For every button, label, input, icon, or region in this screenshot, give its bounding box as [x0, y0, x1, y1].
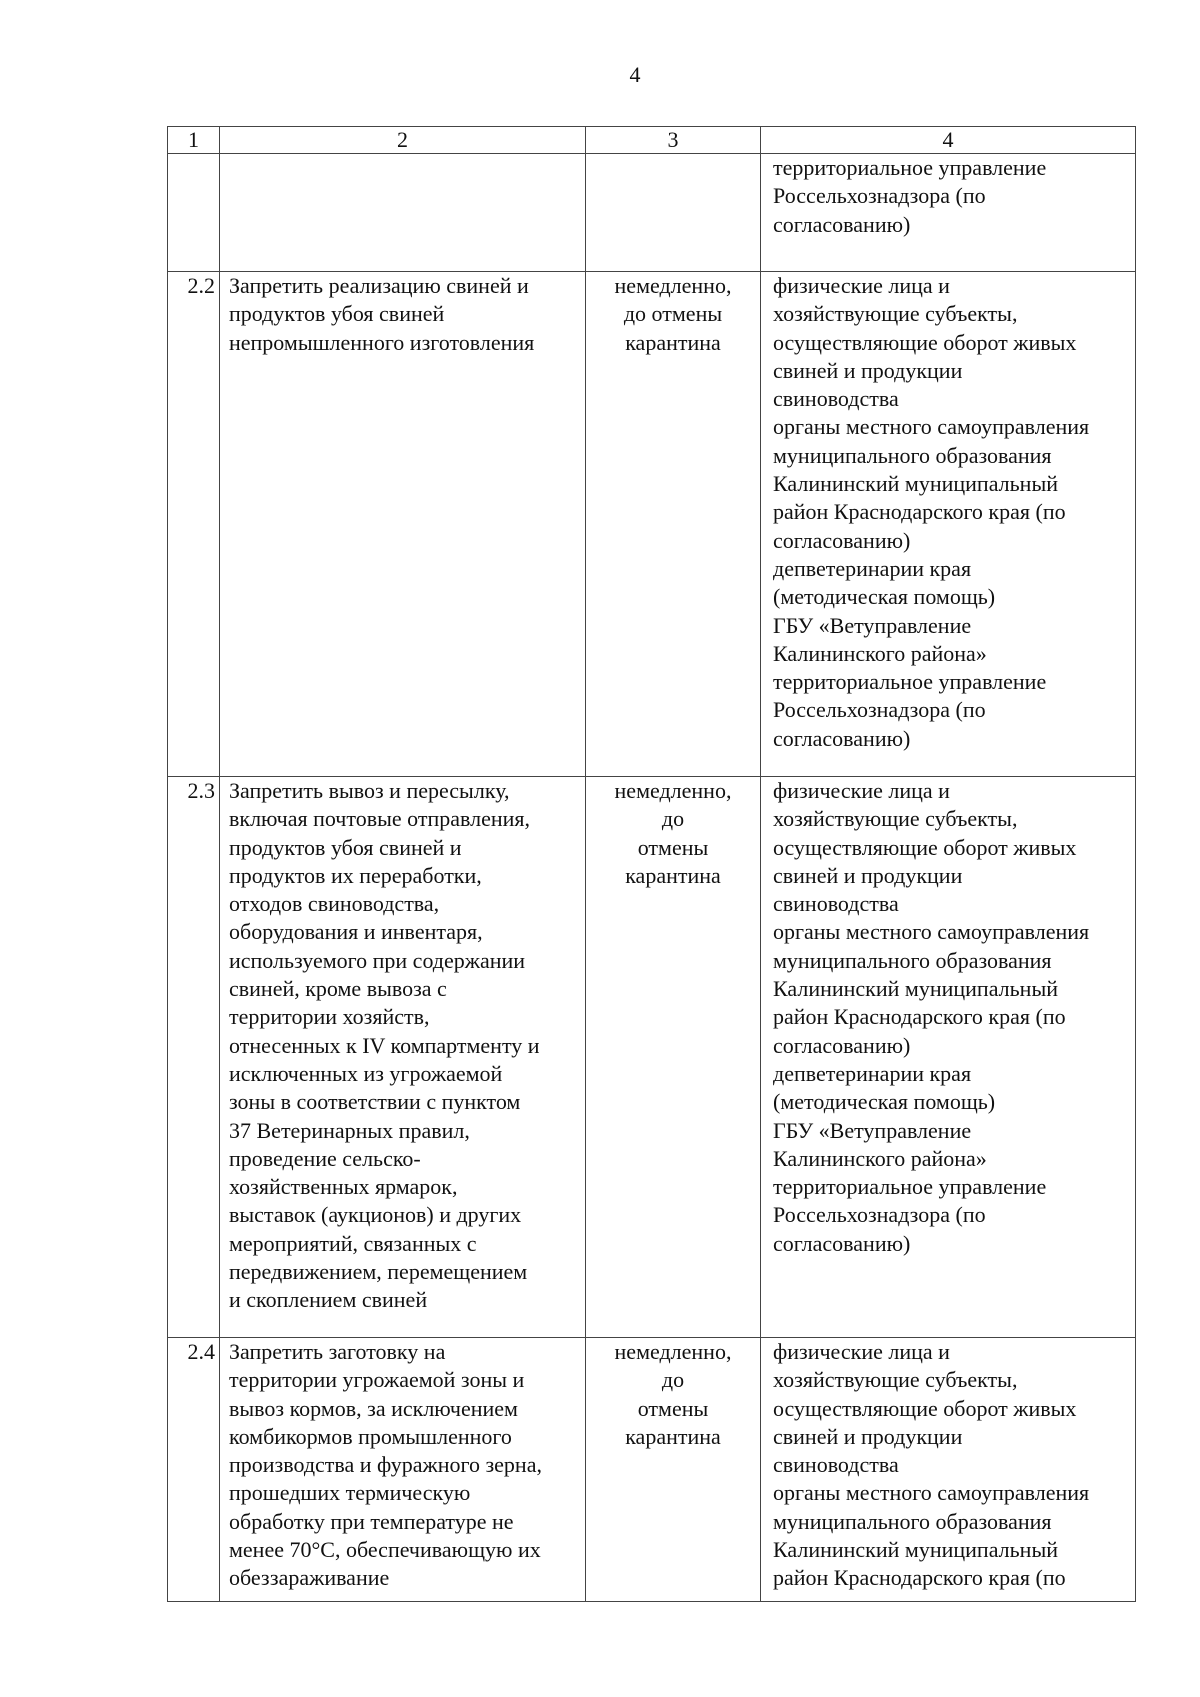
deadline-text: немедленно, до отмены карантина — [614, 1339, 732, 1449]
deadline-cell — [586, 154, 761, 272]
row-number — [168, 154, 220, 272]
responsible-cell — [761, 154, 1136, 272]
table-row — [168, 272, 1136, 777]
row-number: 2.2 — [168, 272, 220, 777]
responsible-text: территориальное управление Россельхознадзора (по согласованию) — [773, 155, 1047, 237]
header-col-1: 1 — [168, 127, 220, 154]
measure-text: Запретить реализацию свиней и продуктов убоя свиней непромышленного изготовления — [229, 273, 535, 355]
header-col-2: 2 — [220, 127, 586, 154]
row-number: 2.3 — [168, 777, 220, 1338]
table-header-row — [168, 127, 1136, 154]
measure-cell — [220, 1338, 586, 1602]
responsible-text: физические лица и хозяйствующие субъекты, осуществляющие оборот живых свиней и продукции свиноводства органы местного самоуправления муниципального образования Калининский муниципальный район Краснодарского края (по — [773, 1339, 1090, 1591]
header-col-4: 4 — [761, 127, 1136, 154]
deadline-text: немедленно, до отмены карантина — [614, 273, 732, 355]
page-number: 4 — [629, 62, 641, 87]
table-row — [168, 1338, 1136, 1602]
responsible-cell — [761, 1338, 1136, 1602]
responsible-cell — [761, 272, 1136, 777]
deadline-cell — [586, 1338, 761, 1602]
table-row — [168, 154, 1136, 272]
responsible-text: физические лица и хозяйствующие субъекты, осуществляющие оборот живых свиней и продукции свиноводства органы местного самоуправления муниципального образования Калининский муниципальный район Краснодарского края (по согласованию) депветеринарии края (методическая помощь) ГБУ «Ветуправление Калининского района» территориальное управление Россельхознадзора (по согласованию) — [773, 273, 1090, 751]
measure-text: Запретить заготовку на территории угрожаемой зоны и вывоз кормов, за исключением комбикормов промышленного производства и фуражного зерна, прошедших термическую обработку при температуре не менее 70°С, обеспечивающую их обеззараживание — [229, 1339, 542, 1591]
header-col-3: 3 — [586, 127, 761, 154]
measure-text: Запретить вывоз и пересылку, включая почтовые отправления, продуктов убоя свиней и продуктов их переработки, отходов свиноводства, оборудования и инвентаря, используемого при содержании свиней, кроме вывоза с территории хозяйств, отнесенных к IV компартменту и исключенных из угрожаемой зоны в соответствии с пунктом 37 Ветеринарных правил, проведение сельско- хозяйственных ярмарок, выставок (аукционов) и других мероприятий, связанных с передвижением, перемещением и скоплением свиней — [229, 778, 540, 1313]
responsible-text: физические лица и хозяйствующие субъекты, осуществляющие оборот живых свиней и продукции свиноводства органы местного самоуправления муниципального образования Калининский муниципальный район Краснодарского края (по согласованию) депветеринарии края (методическая помощь) ГБУ «Ветуправление Калининского района» территориальное управление Россельхознадзора (по согласованию) — [773, 778, 1090, 1256]
deadline-cell — [586, 272, 761, 777]
row-number: 2.4 — [168, 1338, 220, 1602]
measure-cell — [220, 777, 586, 1338]
deadline-cell — [586, 777, 761, 1338]
deadline-text: немедленно, до отмены карантина — [614, 778, 732, 888]
table-row — [168, 777, 1136, 1338]
measures-table — [167, 126, 1136, 1602]
measure-cell — [220, 272, 586, 777]
measure-cell — [220, 154, 586, 272]
responsible-cell — [761, 777, 1136, 1338]
